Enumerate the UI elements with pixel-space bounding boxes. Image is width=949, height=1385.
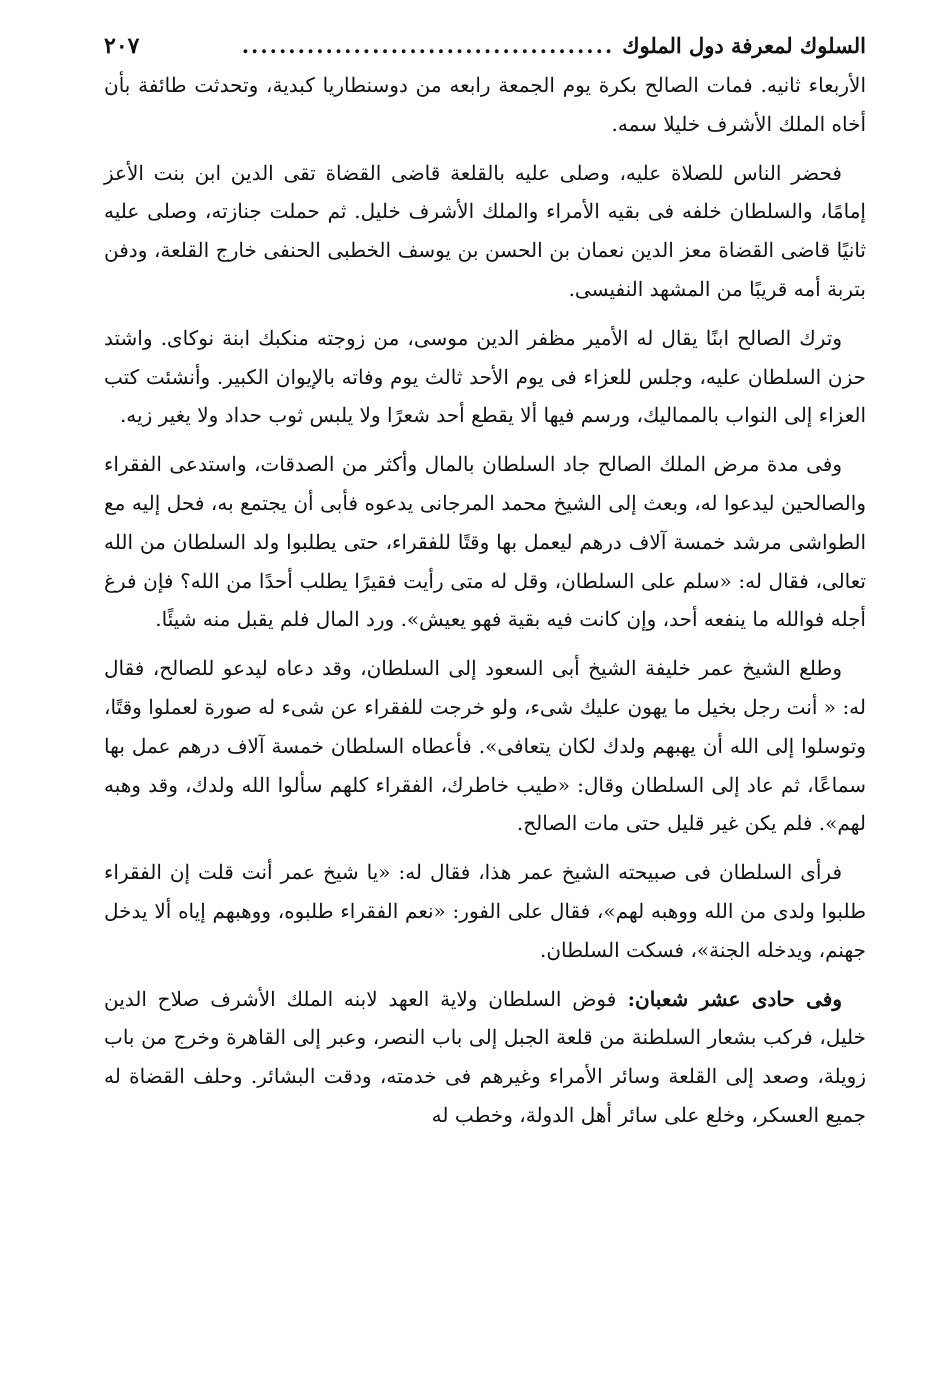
paragraph-1 bbox=[104, 66, 866, 144]
running-header bbox=[104, 28, 866, 64]
paragraph-text: فحضر الناس للصلاة عليه، وصلى عليه بالقلعة قاضى القضاة تقى الدين ابن بنت الأعز إمامًا، والسلطان خلفه فى بقيه الأمراء والملك الأشرف خليل. ثم حملت جنازته، وصلى عليه ثانيًا قاضى القضاة معز الدين نعمان بن الحسن بن يوسف الخطبى الحنفى خارج القلعة، ودفن بتربة أمه قريبًا من المشهد النفيسى. bbox=[104, 160, 866, 301]
paragraph-text: وترك الصالح ابنًا يقال له الأمير مظفر الدين موسى، من زوجته منكبك ابنة نوكاى. واشتد حزن السلطان عليه، وجلس للعزاء فى يوم الأحد ثالث يوم وفاته بالإيوان الكبير. وأنشئت كتب العزاء إلى النواب بالمماليك، ورسم فيها ألا يقطع أحد شعرًا ولا يلبس ثوب حداد ولا يغير زيه. bbox=[104, 325, 866, 428]
paragraph-text: الأربعاء ثانيه. فمات الصالح بكرة يوم الجمعة رابعه من دوسنطاريا كبدية، وتحدثت طائفة بأن أخاه الملك الأشرف خليلا سمه. bbox=[104, 73, 866, 136]
paragraph-text: وطلع الشيخ عمر خليفة الشيخ أبى السعود إلى السلطان، وقد دعاه ليدعو للصالح، فقال له: « أنت رجل بخيل ما يهون عليك شىء، ولو خرجت للفقراء عن شىء له صورة لعملوا وقتًا، وتوسلوا إلى الله أن يهبهم ولدك لكان يتعافى». فأعطاه السلطان خمسة آلاف درهم عمل بها سماعًا، ثم عاد إلى السلطان وقال: «طيب خاطرك، الفقراء كلهم سألوا الله ولدك، وقد وهبه لهم». فلم يكن غير قليل حتى مات الصالح. bbox=[104, 656, 866, 836]
paragraph-4 bbox=[104, 445, 866, 639]
paragraph-3 bbox=[104, 319, 866, 435]
header-leader-dots: ........................................ bbox=[241, 33, 615, 58]
paragraph-7 bbox=[104, 980, 866, 1135]
paragraph-text: فرأى السلطان فى صبيحته الشيخ عمر هذا، فقال له: «يا شيخ عمر أنت قلت إن الفقراء طلبوا ولدى من الله ووهبه لهم»، فقال على الفور: «نعم الفقراء طلبوه، ووهبهم إياه ألا يدخل جهنم، ويدخله الجنة»، فسكت السلطان. bbox=[104, 860, 866, 962]
book-title: السلوك لمعرفة دول الملوك bbox=[622, 33, 866, 58]
paragraph-lead-date: وفى حادى عشر شعبان: bbox=[616, 986, 842, 1011]
document-page bbox=[104, 28, 866, 1368]
paragraph-text: وفى مدة مرض الملك الصالح جاد السلطان بالمال وأكثر من الصدقات، واستدعى الفقراء والصالحين ليدعوا له، وبعث إلى الشيخ محمد المرجانى يدعوه فأبى أن يجتمع به، فحل إليه مع الطواشى مرشد خمسة آلاف درهم ليعمل بها وقتًا للفقراء، حتى يطلبوا ولد السلطان من الله تعالى، فقال له: «سلم على السلطان، وقل له متى رأيت فقيرًا يطلب أحدًا من الله؟ فإن فرغ أجله فوالله ما ينفعه أحد، وإن كانت فيه بقية فهو يعيش». ورد المال فلم يقبل منه شيئًا. bbox=[104, 452, 866, 632]
paragraph-2 bbox=[104, 154, 866, 309]
paragraph-text: فوض السلطان ولاية العهد لابنه الملك الأشرف صلاح الدين خليل، فركب بشعار السلطنة من قلعة الجبل إلى باب النصر، وعبر إلى القاهرة وخرج من باب زويلة، وصعد إلى القلعة وسائر الأمراء وغيرهم فى خدمته، ودقت البشائر. وحلف القضاة له جميع العسكر، وخلع على سائر أهل الدولة، وخطب له bbox=[104, 986, 866, 1127]
paragraph-5 bbox=[104, 649, 866, 843]
paragraph-6 bbox=[104, 853, 866, 969]
body-text bbox=[104, 66, 866, 1135]
page-number: ٢٠٧ bbox=[104, 33, 140, 59]
